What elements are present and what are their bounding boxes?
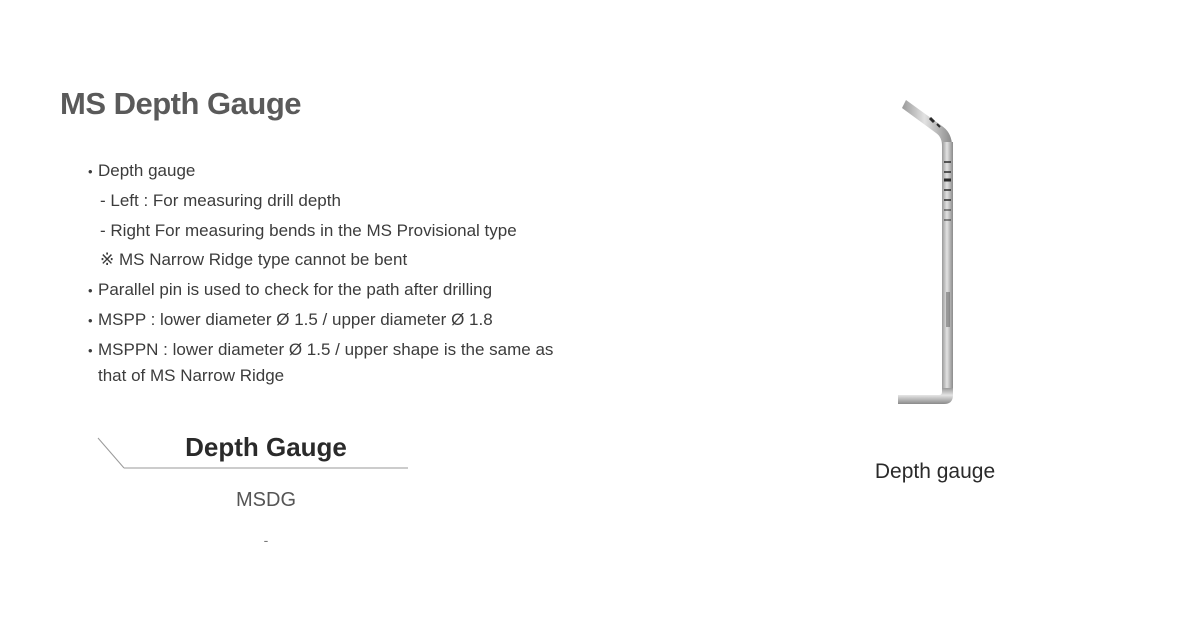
gauge-tip [902,100,952,146]
list-item: that of MS Narrow Ridge [98,365,285,385]
list-item: • MSPPN : lower diameter Ø 1.5 / upper shape is the same as [88,335,648,365]
list-item: • Depth gauge [88,156,648,186]
gauge-bend [898,388,953,404]
image-caption: Depth gauge [874,460,996,483]
list-item: • Parallel pin is used to check for the path after drilling [88,275,648,305]
depth-gauge-image [890,92,980,412]
description-list [88,156,648,390]
product-table-heading: Depth Gauge [185,432,347,462]
list-item: • MSPP : lower diameter Ø 1.5 / upper diameter Ø 1.8 [88,305,648,335]
list-item: - Right For measuring bends in the MS Provisional type [100,220,517,240]
product-code: MSDG [236,489,296,511]
list-item: - Left : For measuring drill depth [100,191,341,211]
list-item: ※ MS Narrow Ridge type cannot be bent [100,250,408,270]
product-extra: - [263,532,269,548]
page-title: MS Depth Gauge [60,86,302,121]
